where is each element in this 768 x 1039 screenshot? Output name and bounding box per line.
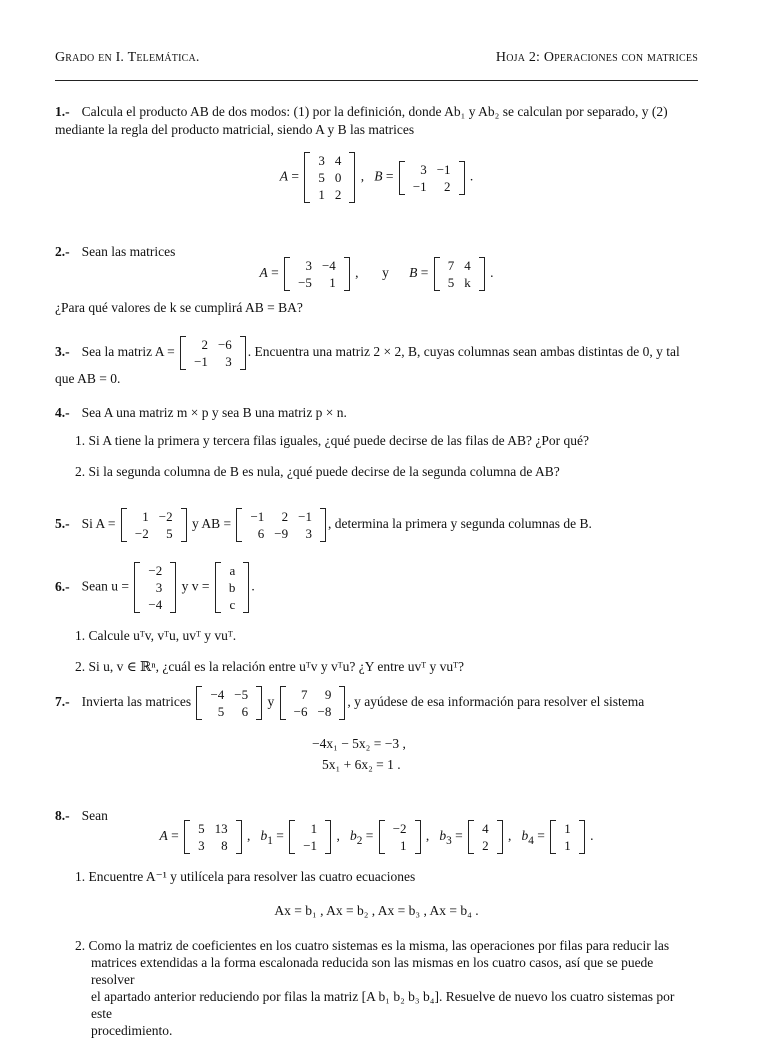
course-title: Grado en I. Telemática. xyxy=(55,50,200,65)
problem-8-matrices: A = 5 13 3 8 , $b_1$ = 1 −1 , $b_2$ = −2 1 , $b_3$ = 4 2 , $b_4$ = 1 1 . xyxy=(159,821,594,853)
problem-1-matrices: A = 3 4 5 0 1 2 , B = 3 −1 −1 2 . xyxy=(279,153,474,202)
problem-2-question: ¿Para qué valores de k se cumplirá AB = BA? xyxy=(55,300,303,315)
problem-4-item-2: 2. Si la segunda columna de B es nula, ¿qué puede decirse de la segunda columna de AB? xyxy=(75,464,560,479)
system-eq-1: −4x₁ − 5x₂ = −3 , xyxy=(312,736,406,751)
problem-8: 8.- Sean xyxy=(55,808,108,823)
problem-6-item-2: 2. Si u, v ∈ ℝⁿ, ¿cuál es la relación entre uᵀv y vᵀu? ¿Y entre uvᵀ y vuᵀ? xyxy=(75,659,465,674)
problem-8-item-2: 2. Como la matriz de coeficientes en los cuatro sistemas es la misma, las operaciones por filas para reducir las matrices extendidas a la forma escalonada reducida son las mismas en los cuatro casos, así que se puede resolver el apartado anterior reduciendo por filas la matriz [A b₁ b₂ b₃ b₄]. Resuelve de nuevo los cuatro sistemas por este procedimiento. xyxy=(75,938,675,1038)
problem-6: 6.- Sean u = −2 3 −4 y v = a b c . xyxy=(55,563,255,612)
problem-1: 1.- Calcula el producto AB de dos modos: (1) por la definición, donde Ab₁ y Ab₂ se calculan por separado, y (2) mediante la regla del producto matricial, siendo A y B las matrices xyxy=(55,104,668,137)
problem-8-equations: Ax = b₁ , Ax = b₂ , Ax = b₃ , Ax = b₄ . xyxy=(274,903,479,918)
sheet-title: Hoja 2: Operaciones con matrices xyxy=(495,50,698,65)
problem-2-matrices: A = 3 −4 −5 1 , y B = 7 4 5 k . xyxy=(259,258,494,290)
problem-7: 7.- Invierta las matrices −4 −5 5 6 y 7 9 −6 −8 , y ayúdese de esa información para resolver el sistema xyxy=(55,687,645,719)
page-header xyxy=(55,50,698,66)
problem-2: 2.- Sean las matrices xyxy=(55,244,176,259)
header-rule xyxy=(55,80,698,81)
problem-4-item-1: 1. Si A tiene la primera y tercera filas iguales, ¿qué puede decirse de las filas de AB? ¿Por qué? xyxy=(75,433,589,448)
problem-3: 3.- Sea la matriz A = 2 −6 −1 3 . Encuentra una matriz 2 × 2, B, cuyas columnas sean ambas distintas de 0, y tal que AB = 0. xyxy=(55,337,680,386)
problem-4: 4.- Sea A una matriz m × p y sea B una matriz p × n. xyxy=(55,405,347,420)
problem-6-item-1: 1. Calcule uᵀv, vᵀu, uvᵀ y vuᵀ. xyxy=(75,628,237,643)
system-eq-2: 5x₁ + 6x₂ = 1 . xyxy=(322,757,401,772)
problem-5: 5.- Si A = 1 −2 −2 5 y AB = −1 2 −1 6 −9 3 , determina la primera y segunda columnas de B. xyxy=(55,509,592,541)
problem-8-item-1: 1. Encuentre A⁻¹ y utilícela para resolver las cuatro ecuaciones xyxy=(75,869,416,884)
